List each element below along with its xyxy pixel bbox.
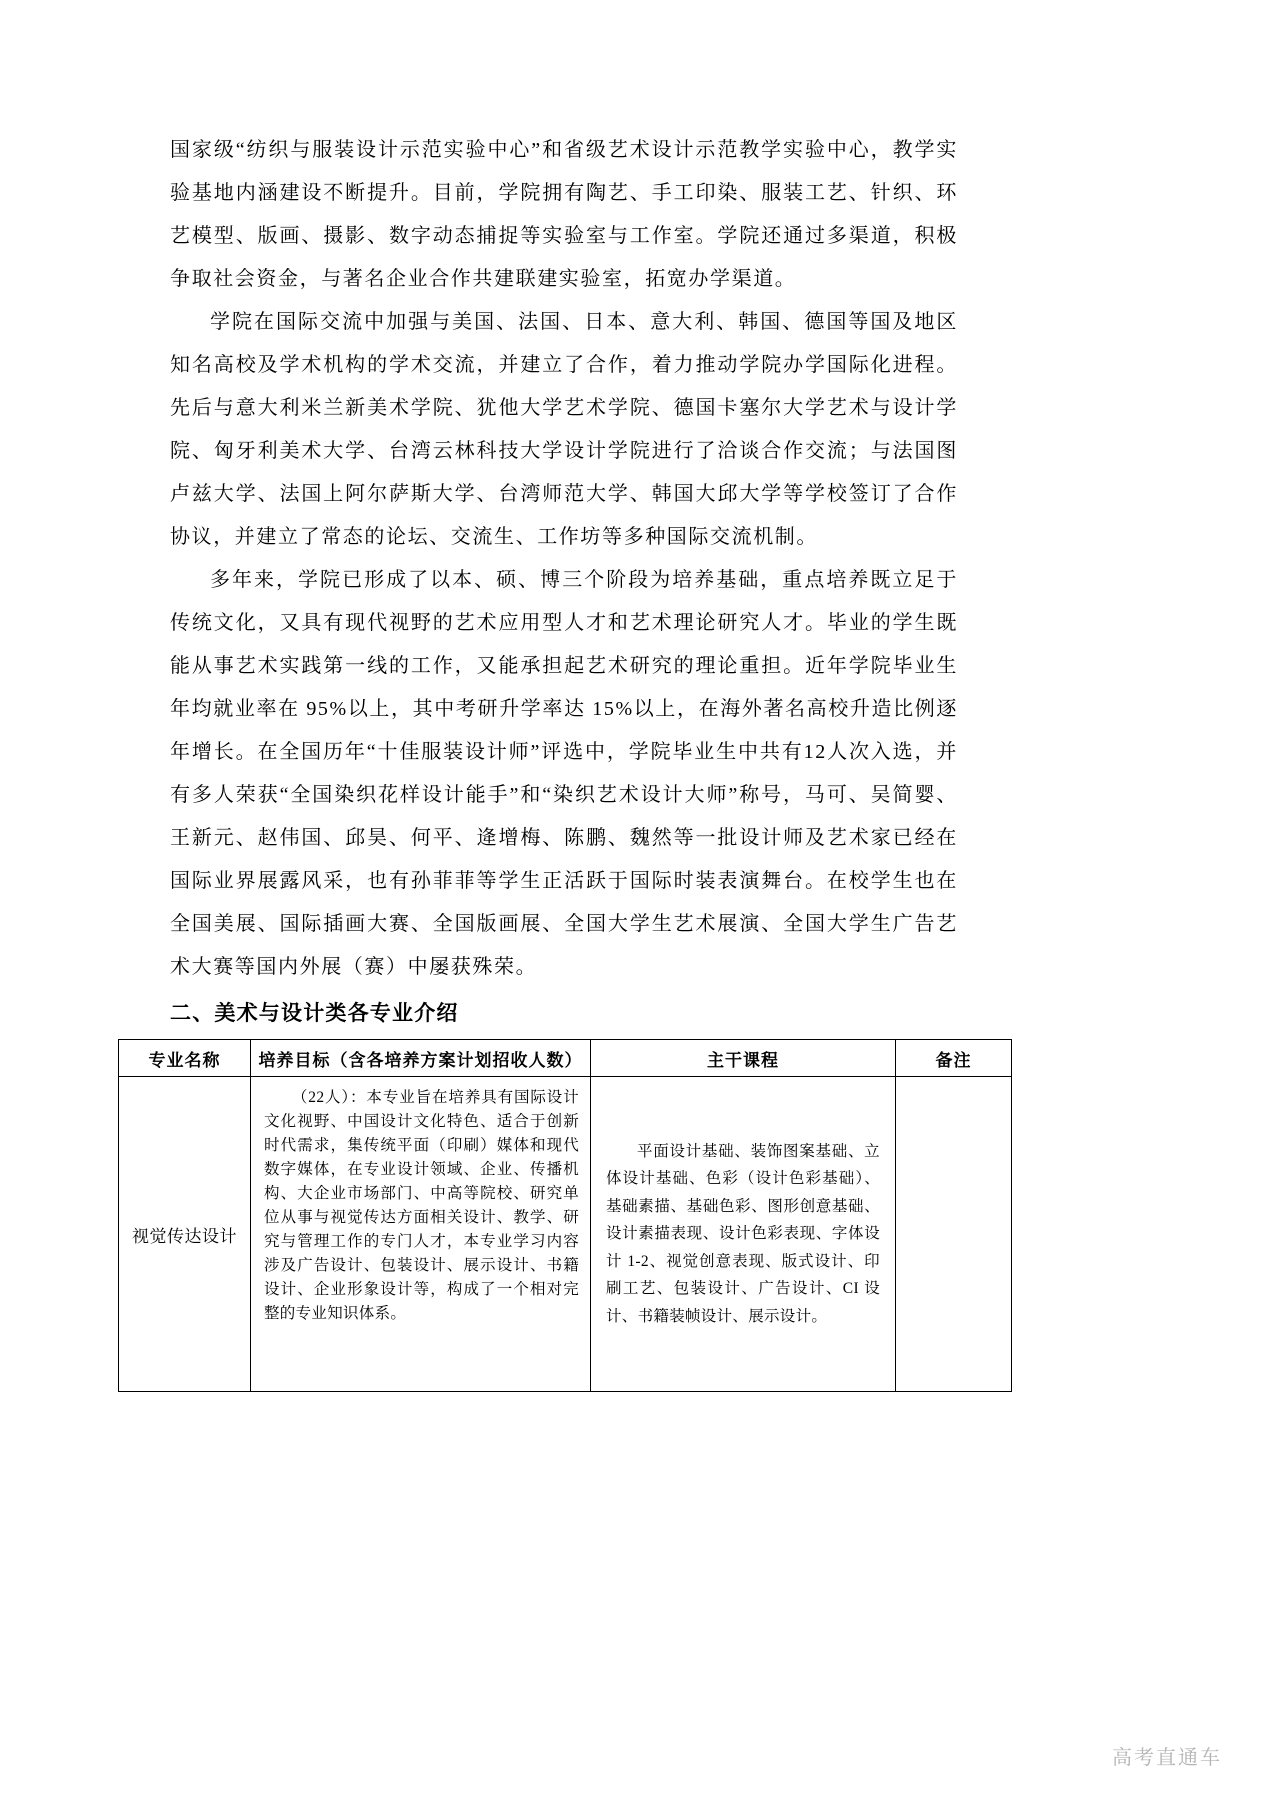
paragraph-international-exchange: 学院在国际交流中加强与美国、法国、日本、意大利、韩国、德国等国及地区知名高校及学术机构的学术交流，并建立了合作，着力推动学院办学国际化进程。先后与意大利米兰新美术学院、犹他大学艺术学院、德国卡塞尔大学艺术与设计学院、匈牙利美术大学、台湾云林科技大学设计学院进行了洽谈合作交流；与法国图卢兹大学、法国上阿尔萨斯大学、台湾师范大学、韩国大邱大学等学校签订了合作协议，并建立了常态的论坛、交流生、工作坊等多种国际交流机制。 bbox=[170, 311, 958, 548]
col-header-note: 备注 bbox=[896, 1040, 1012, 1077]
section-heading: 二、美术与设计类各专业介绍 bbox=[170, 1001, 459, 1025]
main-courses-text: 平面设计基础、装饰图案基础、立体设计基础、色彩（设计色彩基础）、基础素描、基础色彩、图形创意基础、设计素描表现、设计色彩表现、字体设计 1-2、视觉创意表现、版式设计、印刷工艺、包装设计、广告设计、CI 设计、书籍装帧设计、展示设计。 bbox=[606, 1142, 880, 1325]
col-header-main-courses: 主干课程 bbox=[591, 1040, 896, 1077]
watermark-text: 高考直通车 bbox=[1112, 1747, 1222, 1769]
table-header-row bbox=[119, 1040, 1012, 1077]
body-text bbox=[170, 129, 958, 1033]
col-header-training-goal: 培养目标（含各培养方案计划招收人数） bbox=[251, 1040, 591, 1077]
paragraph-graduates: 多年来，学院已形成了以本、硕、博三个阶段为培养基础，重点培养既立足于传统文化，又具有现代视野的艺术应用型人才和艺术理论研究人才。毕业的学生既能从事艺术实践第一线的工作，又能承担起艺术研究的理论重担。近年学院毕业生年均就业率在 95%以上，其中考研升学率达 15%以上，在海外著名高校升造比例逐年增长。在全国历年“十佳服装设计师”评选中，学院毕业生中共有12人次入选，并有多人荣获“全国染织花样设计能手”和“染织艺术设计大师”称号，马可、吴简婴、王新元、赵伟国、邱昊、何平、逄增梅、陈鹏、魏然等一批设计师及艺术家已经在国际业界展露风采，也有孙菲菲等学生正活跃于国际时装表演舞台。在校学生也在全国美展、国际插画大赛、全国版画展、全国大学生艺术展演、全国大学生广告艺术大赛等国内外展（赛）中屡获殊荣。 bbox=[170, 569, 958, 978]
paragraph-labs: 国家级“纺织与服装设计示范实验中心”和省级艺术设计示范教学实验中心，教学实验基地内涵建设不断提升。目前，学院拥有陶艺、手工印染、服装工艺、针织、环艺模型、版画、摄影、数字动态捕捉等实验室与工作室。学院还通过多渠道，积极争取社会资金，与著名企业合作共建联建实验室，拓宽办学渠道。 bbox=[170, 139, 958, 290]
col-header-major-name: 专业名称 bbox=[119, 1040, 251, 1077]
cell-main-courses bbox=[591, 1077, 896, 1392]
cell-training-goal bbox=[251, 1077, 591, 1392]
majors-table bbox=[118, 1039, 1012, 1392]
cell-note bbox=[896, 1077, 1012, 1392]
table-row-visual-communication bbox=[119, 1077, 1012, 1392]
training-goal-text: （22人）：本专业旨在培养具有国际设计文化视野、中国设计文化特色、适合于创新时代需求，集传统平面（印刷）媒体和现代数字媒体，在专业设计领域、企业、传播机构、大企业市场部门、中高等院校、研究单位从事与视觉传达方面相关设计、教学、研究与管理工作的专门人才，本专业学习内容涉及广告设计、包装设计、展示设计、书籍设计、企业形象设计等，构成了一个相对完整的专业知识体系。 bbox=[264, 1089, 579, 1322]
cell-major-name: 视觉传达设计 bbox=[119, 1077, 251, 1392]
